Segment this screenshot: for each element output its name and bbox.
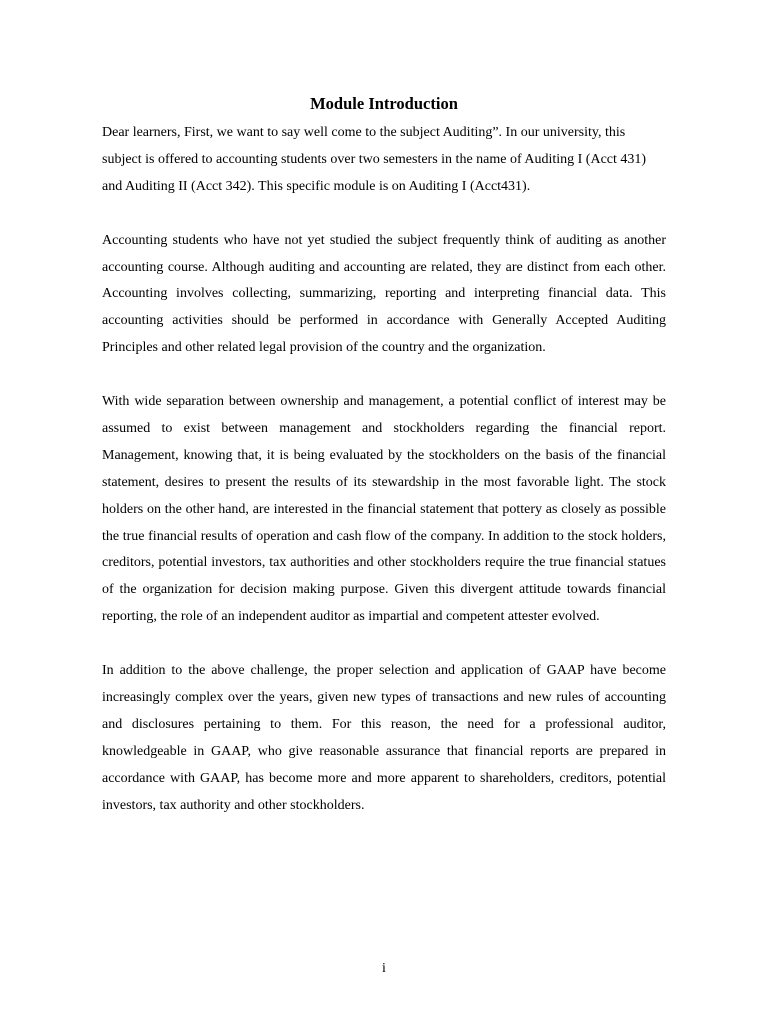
- document-body: [102, 120, 666, 846]
- paragraph-welcome: Dear learners, First, we want to say well come to the subject Auditing”. In our university, this subject is offered to accounting students over two semesters in the name of Auditing I (Acct 431) and Auditing II (Acct 342). This specific module is on Auditing I (Acct431).: [102, 125, 647, 194]
- page-number: i: [382, 961, 386, 976]
- paragraph-conflict-of-interest: With wide separation between ownership and management, a potential conflict of interest may be assumed to exist between management and stockholders regarding the financial report. Management, knowing that, it is being evaluated by the stockholders on the basis of the financial statement, desires to present the results of its stewardship in the most favorable light. The stock holders on the other hand, are interested in the financial statement that pottery as closely as possible the true financial results of operation and cash flow of the company. In addition to the stock holders, creditors, potential investors, tax authorities and other stockholders require the true financial statues of the organization for decision making purpose. Given this divergent attitude towards financial reporting, the role of an independent auditor as impartial and competent attester evolved.: [102, 394, 666, 625]
- paragraph-accounting-vs-auditing: Accounting students who have not yet studied the subject frequently think of auditing as another accounting course. Although auditing and accounting are related, they are distinct from each other. Accounting involves collecting, summarizing, reporting and interpreting financial data. This accounting activities should be performed in accordance with Generally Accepted Auditing Principles and other related legal provision of the country and the organization.: [102, 232, 666, 356]
- page-title: Module Introduction: [310, 94, 458, 113]
- paragraph-gaap-complexity: In addition to the above challenge, the proper selection and application of GAAP have become increasingly complex over the years, given new types of transactions and new rules of accounting and disclosures pertaining to them. For this reason, the need for a professional auditor, knowledgeable in GAAP, who give reasonable assurance that financial reports are prepared in accordance with GAAP, has become more and more apparent to shareholders, creditors, potential investors, tax authority and other stockholders.: [102, 663, 666, 813]
